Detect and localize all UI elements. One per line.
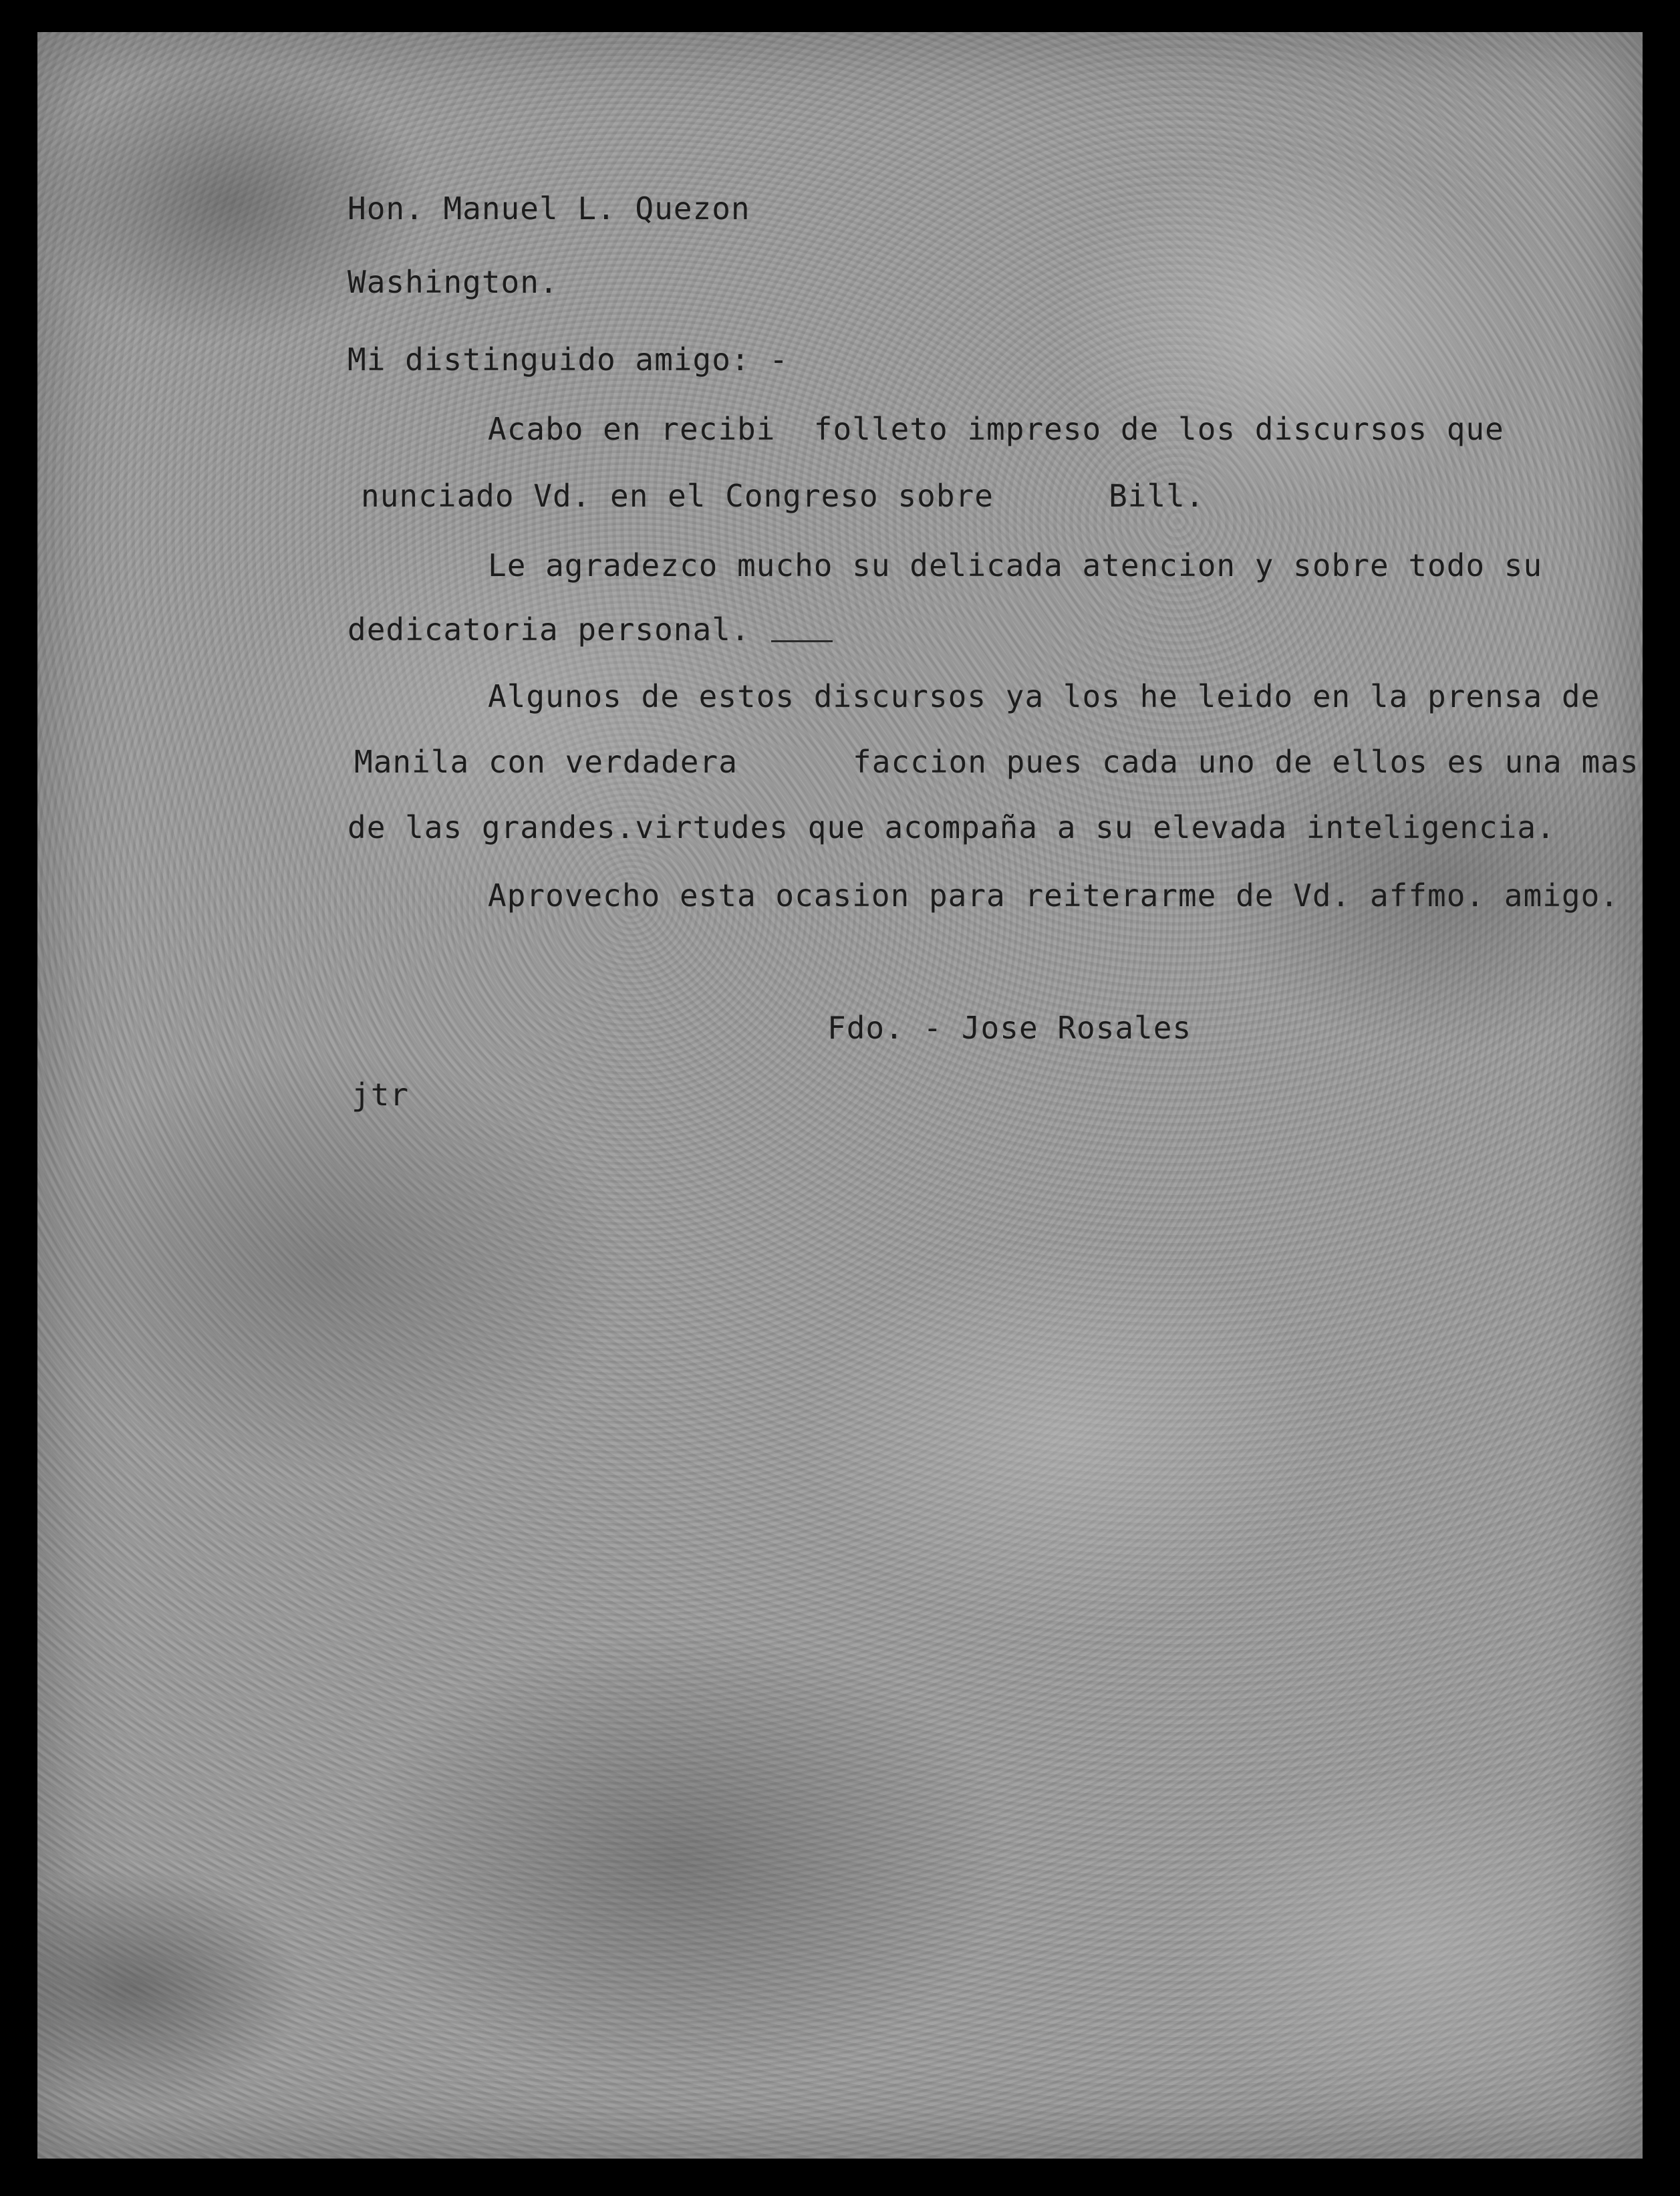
addressee-name: Hon. Manuel L. Quezon [347,190,750,227]
body-line-5: Algunos de estos discursos ya los he leido en la prensa de [488,678,1600,714]
body-line-3: Le agradezco mucho su delicada atencion y sobre todo su [488,547,1543,583]
typist-initials: jtr [352,1077,410,1113]
addressee-location: Washington. [347,264,559,300]
typed-underscore [771,640,833,642]
body-line-2: nunciado Vd. en el Congreso sobre Bill. [361,478,1205,514]
body-line-7: de las grandes.virtudes que acompaña a su elevada inteligencia. [347,809,1556,845]
letter-page [37,32,1643,2159]
body-line-8: Aprovecho esta ocasion para reiterarme de Vd. affmo. amigo. [488,877,1619,914]
body-line-1: Acabo en recibi folleto impreso de los discursos que [488,411,1504,447]
body-line-6: Manila con verdadera faccion pues cada uno de ellos es una mas [354,744,1639,780]
body-line-4: dedicatoria personal. [347,611,750,648]
signature: Fdo. - Jose Rosales [827,1010,1192,1046]
salutation: Mi distinguido amigo: - [347,341,789,378]
